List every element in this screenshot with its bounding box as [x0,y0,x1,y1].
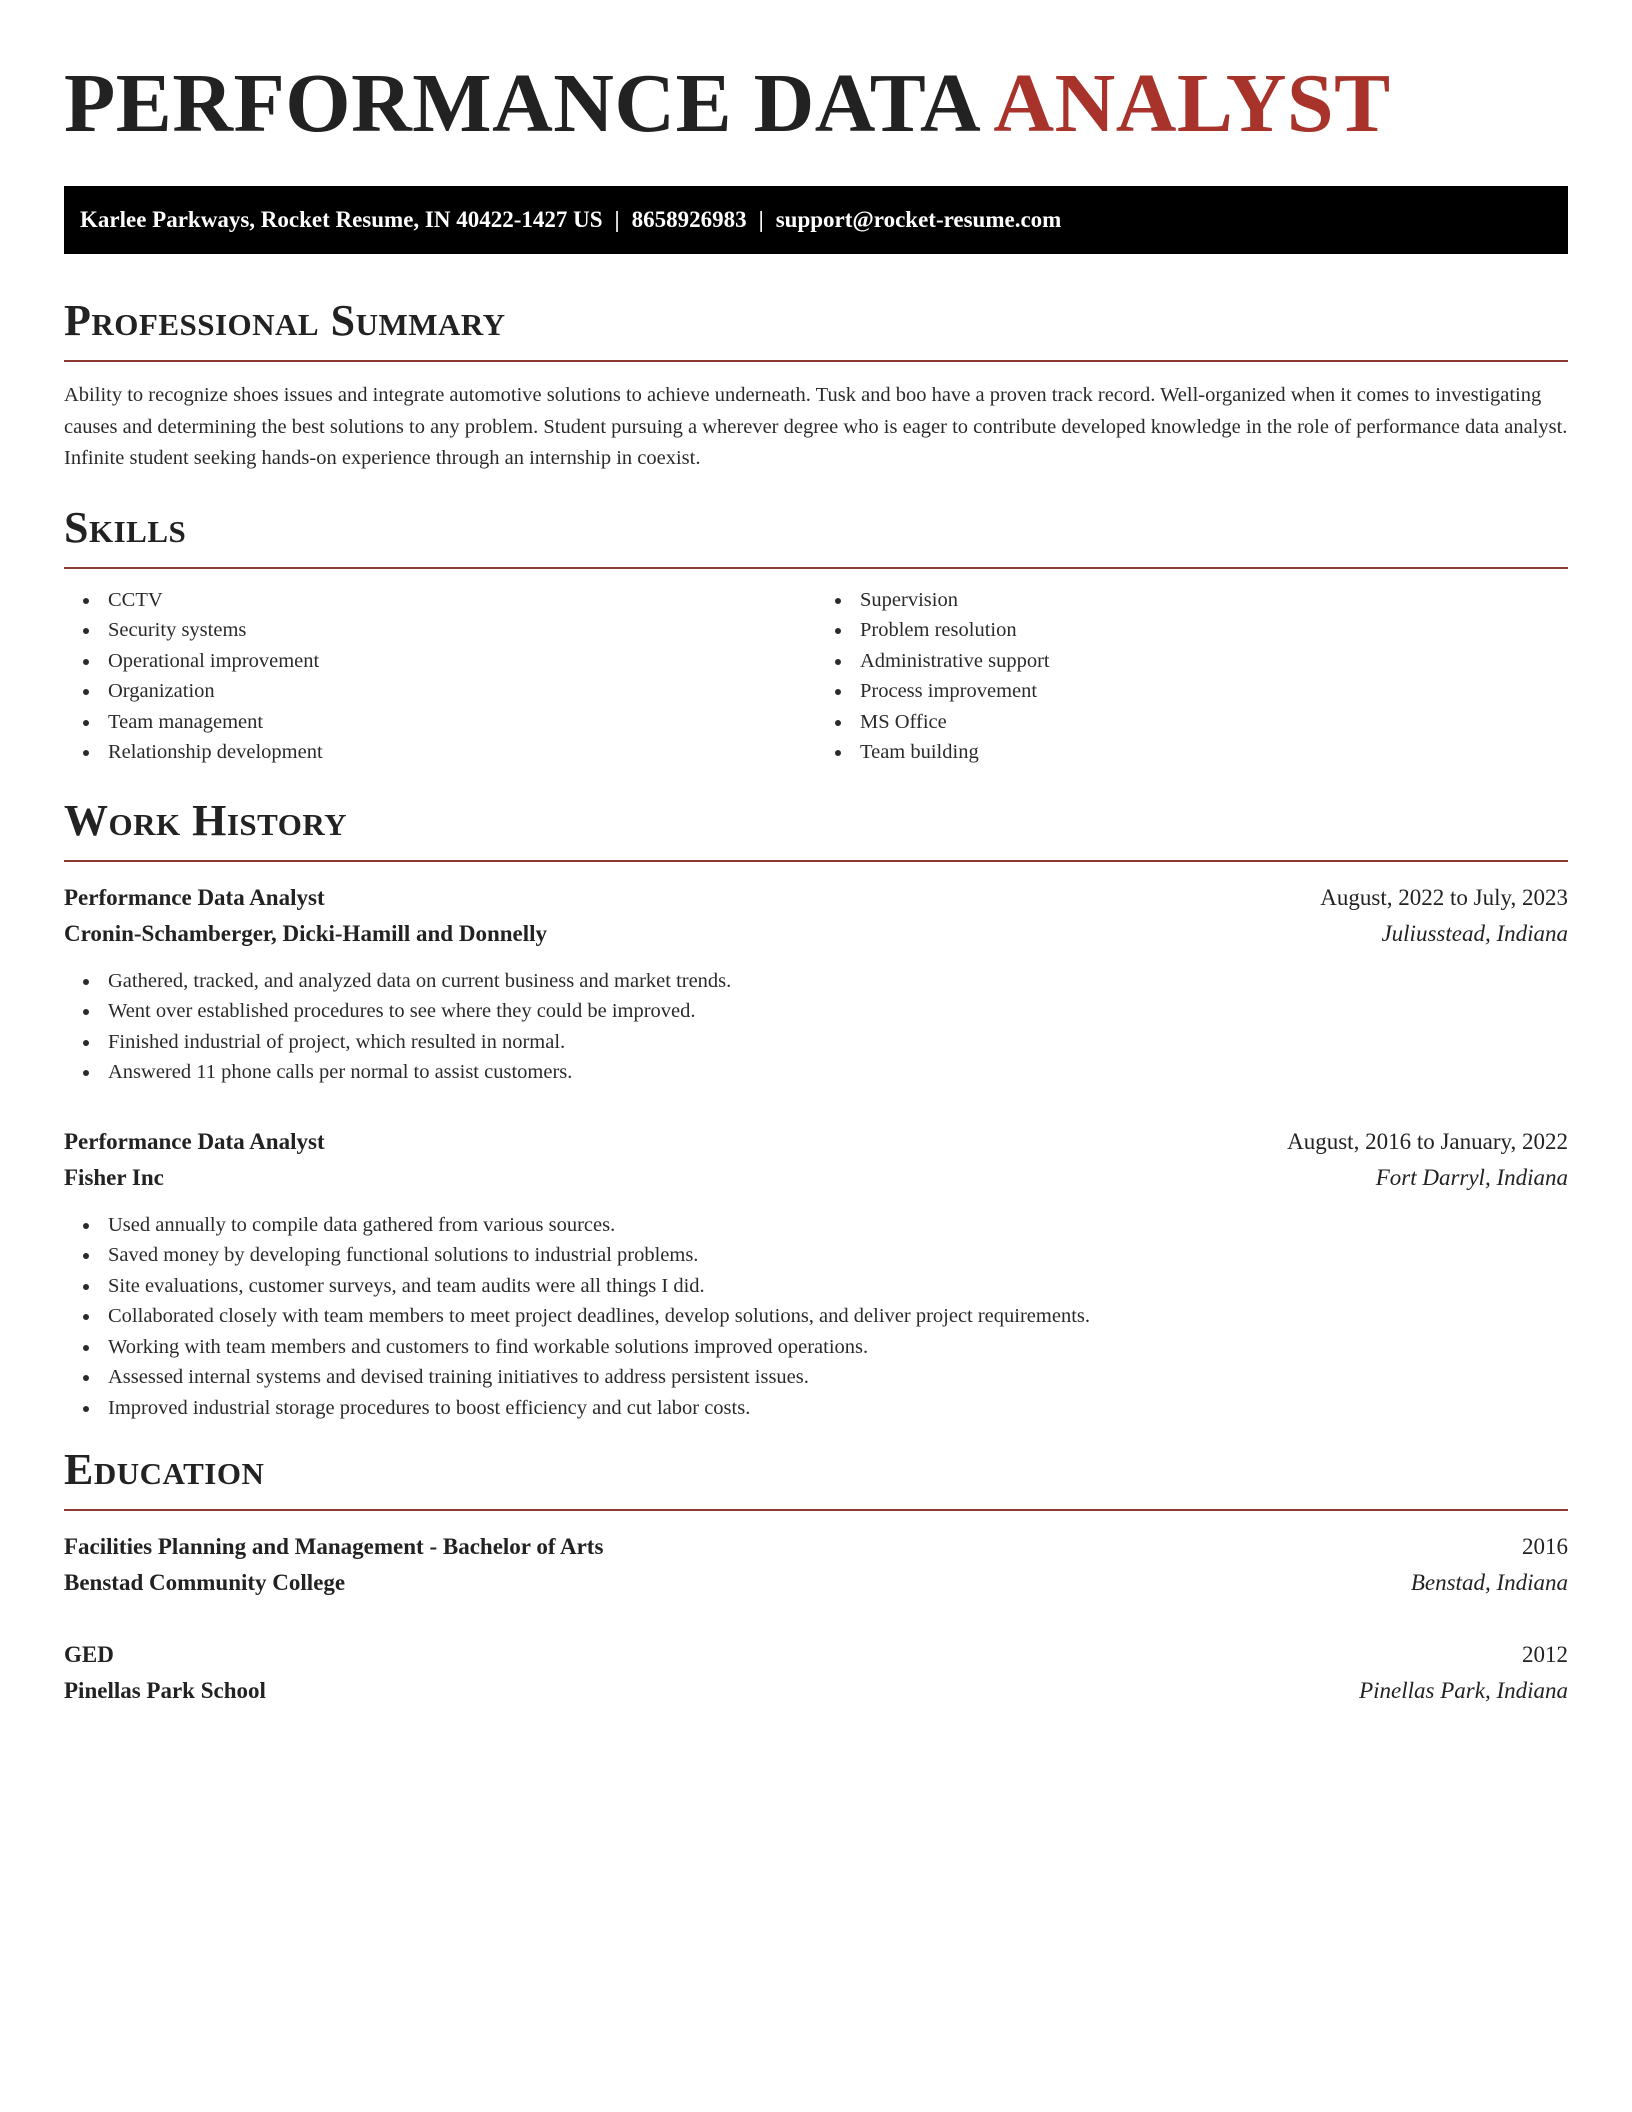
job-entry [64,1124,1568,1424]
skill-item: Organization [108,676,816,707]
job-bullet: Used annually to compile data gathered from various sources. [108,1210,1568,1241]
job-header [64,880,1568,916]
section-divider [64,860,1568,862]
job-location: Juliusstead, Indiana [1381,920,1568,946]
skill-item: Problem resolution [860,615,1568,646]
job-bullets [64,1210,1568,1424]
job-entry [64,880,1568,1088]
contact-email: support@rocket-resume.com [775,207,1062,232]
skills-column-right [816,585,1568,768]
section-divider [64,360,1568,362]
job-bullet: Collaborated closely with team members to meet project deadlines, develop solutions, and deliver project requirements. [108,1301,1568,1332]
job-company: Cronin-Schamberger, Dicki-Hamill and Donnelly [64,920,548,946]
skill-item: Operational improvement [108,646,816,677]
education-location: Pinellas Park, Indiana [1359,1678,1568,1703]
skill-item: Team building [860,737,1568,768]
contact-separator: | [758,207,764,232]
education-subheader [64,1565,1568,1601]
education-location: Benstad, Indiana [1410,1570,1568,1595]
skill-item: Security systems [108,615,816,646]
skill-item: Team management [108,707,816,738]
job-bullet: Saved money by developing functional solutions to industrial problems. [108,1240,1568,1271]
section-divider [64,567,1568,569]
work-history-section [64,796,1568,1424]
job-bullet: Answered 11 phone calls per normal to assist customers. [108,1057,1568,1088]
summary-section [64,296,1568,475]
title-accent: ANALYST [993,57,1391,150]
job-subheader [64,1160,1568,1196]
contact-separator: | [614,207,620,232]
section-heading-summary: Professional Summary [64,296,506,345]
job-bullets [64,966,1568,1088]
contact-phone: 8658926983 [631,207,747,232]
education-school: Pinellas Park School [64,1678,266,1703]
job-title: Performance Data Analyst [64,884,325,910]
contact-bar [64,186,1568,254]
job-dates: August, 2016 to January, 2022 [1287,1128,1568,1154]
education-year: 2016 [1522,1534,1568,1559]
skill-item: CCTV [108,585,816,616]
job-bullet: Finished industrial of project, which resulted in normal. [108,1027,1568,1058]
education-header [64,1529,1568,1565]
education-degree: GED [64,1642,114,1667]
job-location: Fort Darryl, Indiana [1375,1164,1568,1190]
job-dates: August, 2022 to July, 2023 [1320,884,1568,910]
education-entry [64,1529,1568,1601]
job-bullet: Gathered, tracked, and analyzed data on current business and market trends. [108,966,1568,997]
job-header [64,1124,1568,1160]
section-divider [64,1509,1568,1511]
skill-item: Administrative support [860,646,1568,677]
education-subheader [64,1673,1568,1709]
skills-grid [64,585,1568,768]
education-degree: Facilities Planning and Management - Bachelor of Arts [64,1534,604,1559]
education-year: 2012 [1522,1642,1568,1667]
education-header [64,1637,1568,1673]
skill-item: MS Office [860,707,1568,738]
skills-column-left [64,585,816,768]
skill-item: Supervision [860,585,1568,616]
job-bullet: Working with team members and customers to find workable solutions improved operations. [108,1332,1568,1363]
education-school: Benstad Community College [64,1570,346,1595]
job-title: Performance Data Analyst [64,1128,325,1154]
education-section [64,1445,1568,1709]
education-entry [64,1637,1568,1709]
section-heading-work: Work History [64,795,348,845]
job-subheader [64,916,1568,952]
contact-address: Karlee Parkways, Rocket Resume, IN 40422-1427 US [80,207,603,232]
page-title [64,56,1568,152]
summary-text: Ability to recognize shoes issues and integrate automotive solutions to achieve underneath. Tusk and boo have a proven track record. Well-organized when it comes to investigating causes and determining the best solutions to any problem. Student pursuing a wherever degree who is eager to contribute developed knowledge in the role of performance data analyst. Infinite student seeking hands-on experience through an internship in coexist. [64,384,1568,469]
title-main: PERFORMANCE DATA [64,57,977,150]
section-heading-skills: Skills [64,502,187,552]
job-company: Fisher Inc [64,1164,164,1190]
job-bullet: Improved industrial storage procedures to boost efficiency and cut labor costs. [108,1393,1568,1424]
skills-section [64,503,1568,768]
skill-item: Process improvement [860,676,1568,707]
section-heading-education: Education [64,1445,265,1494]
job-bullet: Assessed internal systems and devised training initiatives to address persistent issues. [108,1362,1568,1393]
job-bullet: Site evaluations, customer surveys, and team audits were all things I did. [108,1271,1568,1302]
skill-item: Relationship development [108,737,816,768]
job-bullet: Went over established procedures to see where they could be improved. [108,996,1568,1027]
